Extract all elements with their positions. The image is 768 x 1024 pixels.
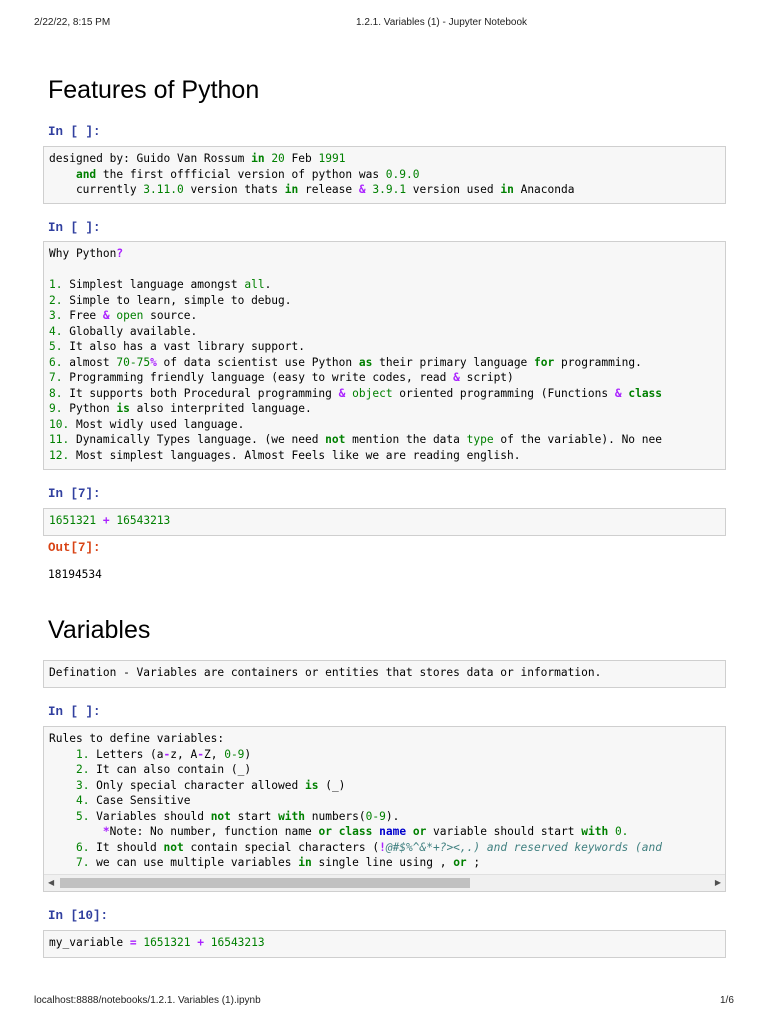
code-token: ? [116, 247, 124, 260]
code-token [49, 841, 76, 854]
code-token: version used [406, 183, 501, 196]
code-token: contain special characters ( [183, 840, 380, 854]
code-text [44, 931, 725, 951]
code-token: 0-9 [224, 747, 245, 761]
code-token: 5. [75, 809, 90, 823]
code-token [49, 168, 76, 181]
code-token: and [75, 167, 97, 181]
code-token: 10. [49, 417, 70, 431]
code-cell-why-python[interactable] [43, 241, 726, 470]
code-token [49, 763, 76, 776]
code-token: 5. [49, 340, 63, 353]
input-prompt: In [ ]: [48, 705, 101, 719]
code-token: in [284, 183, 299, 196]
code-token: all [244, 278, 265, 291]
code-token: 7. [49, 371, 63, 384]
code-token: with [581, 825, 609, 838]
code-token: 4. [75, 794, 90, 807]
code-token: name [379, 825, 407, 838]
code-token: 7. [75, 856, 90, 869]
code-token: as [358, 355, 373, 369]
code-token: - [197, 747, 204, 761]
code-token: 11. [49, 433, 70, 446]
code-token: - [163, 747, 171, 761]
code-token: 1651321 [143, 936, 191, 949]
code-token: Variables should [89, 809, 211, 823]
code-token: almost [62, 355, 117, 369]
scroll-right-arrow-icon[interactable]: ▶ [714, 878, 721, 887]
code-token: Z, [203, 747, 225, 761]
code-token: Why Python [49, 247, 117, 260]
code-token: ! [379, 840, 386, 854]
code-token: 0.9.0 [385, 167, 420, 181]
code-token: is [304, 778, 319, 792]
code-token: 6. [49, 355, 63, 369]
code-token: designed by: Guido Van Rossum [49, 152, 252, 165]
code-token [49, 810, 76, 823]
code-token: version thats [183, 183, 285, 196]
heading-variables: Variables [48, 616, 151, 644]
code-token: ) [244, 747, 252, 761]
code-token: & [358, 183, 366, 196]
code-token: 9. [49, 402, 63, 415]
code-token: my_variable [49, 936, 130, 949]
code-token: 16543213 [116, 514, 171, 527]
code-token [96, 514, 103, 527]
code-token: + [197, 936, 204, 949]
code-token: or [453, 856, 467, 869]
code-token: with [278, 809, 306, 823]
code-token: It supports both Procedural programming [62, 386, 339, 400]
code-token: It can also contain (_) [89, 763, 252, 776]
code-token: for [534, 355, 555, 369]
code-token: ; [466, 856, 481, 869]
scroll-left-arrow-icon[interactable]: ◀ [48, 878, 55, 887]
code-token [49, 825, 103, 838]
code-token [406, 825, 413, 838]
code-token: + [102, 514, 110, 527]
code-token: % [150, 355, 157, 369]
output-value: 18194534 [48, 568, 102, 581]
code-token: or [412, 825, 427, 838]
code-token: z, A [170, 747, 198, 761]
code-token: 3.11.0 [143, 183, 184, 196]
code-token: 0. [614, 825, 629, 838]
code-token: in [251, 152, 265, 165]
code-token: 8. [49, 386, 63, 400]
code-token: in [298, 856, 312, 869]
code-token [49, 748, 76, 761]
code-token: also interprited language. [129, 402, 312, 415]
code-token: Defination - Variables are containers or entities that stores data or information. [49, 666, 602, 679]
code-token: Most simplest languages. Almost Feels like we are reading english. [69, 448, 521, 462]
input-prompt: In [10]: [48, 909, 109, 923]
code-token: oriented programming (Functions [392, 386, 615, 400]
code-token: Letters (a [89, 747, 164, 761]
code-token: . [264, 278, 272, 291]
code-token: Python [62, 402, 117, 415]
code-token: & [102, 309, 110, 322]
input-prompt: In [ ]: [48, 221, 101, 235]
code-token: 0-9 [365, 809, 386, 823]
code-token: 1. [75, 747, 90, 761]
code-token: mention the data [345, 433, 467, 446]
print-title: 1.2.1. Variables (1) - Jupyter Notebook [356, 17, 528, 28]
code-token [49, 779, 76, 792]
code-token: 3.9.1 [372, 183, 407, 196]
code-token: is [116, 402, 130, 415]
code-token: object [352, 386, 393, 400]
code-token: numbers( [305, 809, 366, 823]
print-url: localhost:8888/notebooks/1.2.1. Variables (1).ipynb [34, 995, 261, 1006]
code-text [44, 509, 725, 529]
code-token: Case Sensitive [89, 794, 191, 807]
input-prompt: In [ ]: [48, 125, 101, 139]
code-token: class [338, 825, 373, 838]
code-token: Only special character allowed [89, 778, 305, 792]
code-token: 4. [49, 324, 63, 338]
code-token: 16543213 [210, 936, 265, 949]
code-token: we can use multiple variables [89, 856, 299, 869]
code-token: 2. [49, 293, 63, 307]
code-token: their primary language [372, 355, 535, 369]
page-number: 1/6 [720, 995, 734, 1006]
heading-features-of-python: Features of Python [48, 76, 260, 104]
code-token: or [318, 825, 332, 838]
code-token: 6. [75, 840, 90, 854]
code-token: single line using , [311, 856, 454, 869]
code-token: variable should start [426, 825, 582, 838]
code-cell-my-variable[interactable] [43, 930, 726, 958]
code-token [49, 794, 76, 807]
code-token: 3. [75, 778, 90, 792]
code-token: ). [385, 809, 400, 823]
code-token: 1. [49, 278, 63, 291]
code-token [332, 825, 339, 838]
code-token: not [325, 433, 346, 446]
input-prompt: In [7]: [48, 487, 101, 501]
code-token: It also has a vast library support. [62, 340, 305, 353]
code-token: in [500, 183, 514, 196]
code-cell-designed-by[interactable] [43, 146, 726, 204]
code-token: 12. [49, 448, 70, 462]
code-token: 3. [49, 309, 63, 322]
code-token: release [298, 183, 359, 196]
code-token: not [163, 840, 184, 854]
code-token: Globally available. [62, 324, 198, 338]
code-cell-sum[interactable] [43, 508, 726, 536]
code-token: Anaconda [513, 183, 575, 196]
markdown-cell-defination[interactable] [43, 660, 726, 688]
code-token: It should [89, 840, 164, 854]
code-token: start [230, 809, 279, 823]
code-token: Simplest language amongst [62, 278, 245, 291]
code-token: Programming friendly language (easy to write codes, read [62, 371, 454, 384]
code-token: Rules to define variables: [49, 732, 225, 745]
horizontal-scrollbar[interactable] [44, 874, 725, 891]
code-token: 1991 [318, 152, 346, 165]
code-text [44, 727, 725, 871]
code-token: the first offficial version of python was [96, 167, 386, 181]
code-token: 2. [75, 763, 90, 776]
code-text [44, 661, 725, 681]
code-token: of data scientist use Python [156, 355, 359, 369]
code-token: programming. [554, 355, 642, 369]
code-token: & [453, 371, 460, 384]
code-token: = [129, 936, 137, 949]
code-token: of the variable). No nee [493, 433, 662, 446]
code-token: Free [62, 309, 103, 322]
code-token: Feb [284, 152, 319, 165]
scrollbar-thumb[interactable] [60, 878, 470, 888]
code-text [44, 242, 725, 463]
code-token: & [614, 386, 622, 400]
code-token: open [116, 309, 144, 322]
code-token: Dynamically Types language. (we need [69, 433, 326, 446]
code-token: class [628, 386, 663, 400]
code-token: (_) [318, 778, 346, 792]
code-text [44, 147, 725, 198]
code-token [204, 936, 211, 949]
code-token: source. [143, 309, 198, 322]
code-token: currently [49, 183, 144, 196]
code-token: Most widly used language. [69, 417, 245, 431]
code-token: script) [459, 371, 514, 384]
code-cell-rules[interactable] [43, 726, 726, 892]
code-token [49, 856, 76, 869]
code-token: * [102, 825, 110, 838]
code-token: 1651321 [49, 514, 97, 527]
code-token: type [466, 433, 494, 446]
code-token: 70-75 [116, 355, 151, 369]
print-datetime: 2/22/22, 8:15 PM [34, 17, 111, 28]
code-token: 20 [271, 152, 285, 165]
code-token: Simple to learn, simple to debug. [62, 293, 292, 307]
code-token: & [338, 386, 346, 400]
code-token [608, 825, 615, 838]
code-token: @#$%^&*+?><,.) and reserved keywords (and [385, 840, 662, 854]
output-prompt: Out[7]: [48, 541, 101, 555]
code-token: Note: No number, function name [109, 825, 319, 838]
code-token: not [210, 809, 231, 823]
